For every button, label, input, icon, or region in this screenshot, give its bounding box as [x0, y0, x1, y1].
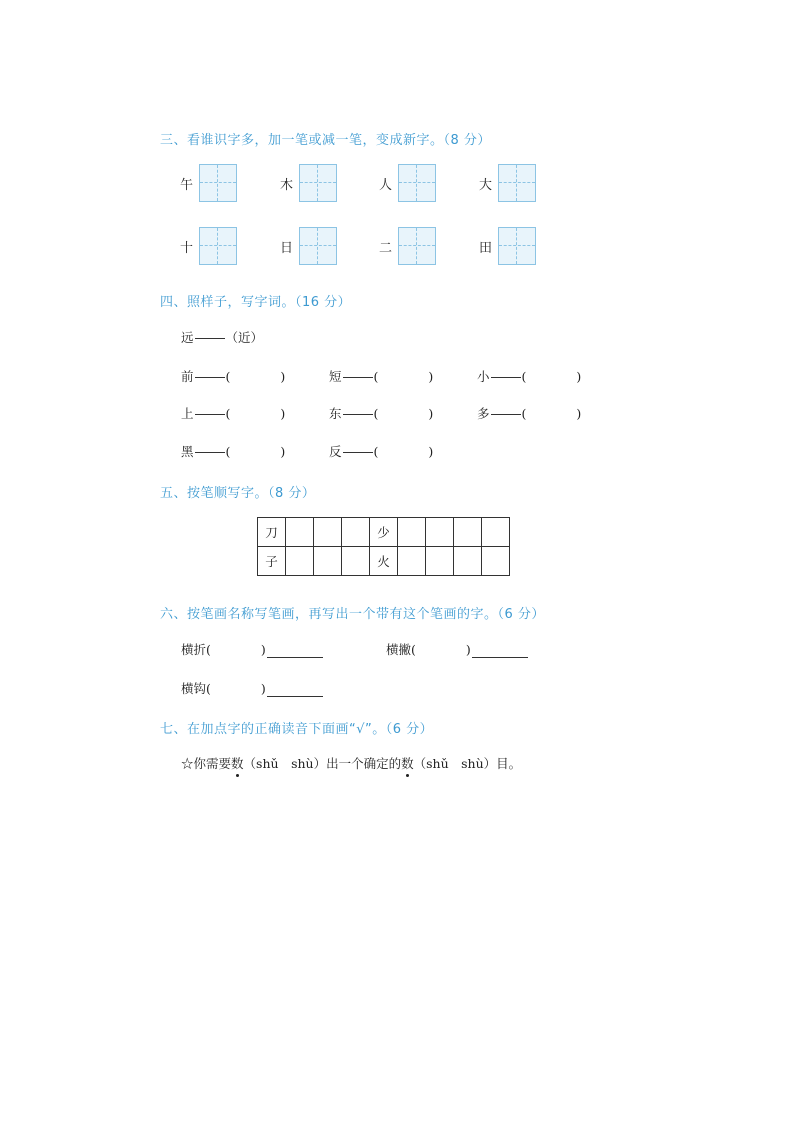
stroke-name-item: [386, 640, 528, 658]
stroke-char-cell: 刀: [258, 518, 286, 547]
stroke-blank-cell[interactable]: [342, 518, 370, 547]
dash: [343, 452, 373, 453]
stroke-name-item: [181, 679, 323, 697]
example-pair: [181, 328, 263, 346]
pair-word: 东: [329, 406, 342, 421]
paren-open: (: [225, 406, 231, 421]
dash: [491, 414, 521, 415]
stroke-blank-cell[interactable]: [398, 518, 426, 547]
stroke-blank-cell[interactable]: [426, 547, 454, 576]
word-pair: [181, 442, 285, 460]
paren-open: (: [225, 369, 231, 384]
tian-grid-box[interactable]: [199, 227, 237, 265]
stroke-blank-cell[interactable]: [314, 518, 342, 547]
stroke-blank-cell[interactable]: [482, 547, 510, 576]
example-answer: 近: [238, 330, 251, 345]
base-char: 木: [280, 178, 294, 193]
word-pair: [477, 404, 581, 422]
paren-open: (: [521, 406, 527, 421]
word-pair: [181, 404, 285, 422]
section-3-title: 三、看谁识字多，加一笔或减一笔，变成新字。（8 分）: [160, 133, 491, 148]
paren-open: (: [225, 444, 231, 459]
pair-word: 短: [329, 369, 342, 384]
pinyin-options[interactable]: （shǔ shù）: [243, 756, 327, 771]
pair-word: 小: [477, 369, 490, 384]
tian-grid-box[interactable]: [398, 164, 436, 202]
paren-close: ): [280, 444, 286, 459]
dash: [343, 377, 373, 378]
paren-close: ）: [250, 330, 264, 345]
dotted-char: 数: [231, 756, 244, 771]
pair-word: 反: [329, 444, 342, 459]
char-answer-line[interactable]: [267, 684, 323, 697]
tian-grid-box[interactable]: [498, 227, 536, 265]
word-pair: [181, 367, 285, 385]
stroke-blank-cell[interactable]: [342, 547, 370, 576]
sentence-part: 目。: [496, 756, 522, 771]
word-pair: [329, 404, 433, 422]
stroke-name: 横撇: [386, 642, 412, 657]
section-6-title: 六、按笔画名称写笔画，再写出一个带有这个笔画的字。（6 分）: [160, 607, 545, 622]
paren-open: (: [206, 642, 211, 657]
stroke-blank-cell[interactable]: [482, 518, 510, 547]
dash: [195, 414, 225, 415]
paren-open: (: [206, 681, 211, 696]
word-pair: [329, 367, 433, 385]
paren-close: ): [428, 406, 434, 421]
word-pair: [477, 367, 581, 385]
stroke-char-cell: 子: [258, 547, 286, 576]
table-row: [258, 547, 510, 576]
pair-word: 前: [181, 369, 194, 384]
dash: [491, 377, 521, 378]
base-char: 二: [379, 241, 393, 256]
tian-grid-box[interactable]: [299, 227, 337, 265]
dotted-char: 数: [401, 756, 414, 771]
section-5-title: 五、按笔顺写字。（8 分）: [160, 486, 316, 501]
pair-word: 多: [477, 406, 490, 421]
paren-close: ): [428, 369, 434, 384]
char-answer-line[interactable]: [472, 645, 528, 658]
stroke-blank-cell[interactable]: [286, 518, 314, 547]
paren-close: ): [280, 369, 286, 384]
paren-close: ): [260, 681, 266, 696]
dash: [195, 377, 225, 378]
pair-word: 上: [181, 406, 194, 421]
paren-open: (: [373, 369, 379, 384]
stroke-order-table: [257, 517, 510, 576]
paren-open: (: [521, 369, 527, 384]
sentence-part: 出一个确定的: [326, 756, 402, 771]
pinyin-options[interactable]: （shǔ shù）: [413, 756, 497, 771]
stroke-name-item: [181, 640, 323, 658]
base-char: 大: [479, 178, 493, 193]
base-char: 人: [379, 178, 393, 193]
pronunciation-sentence: [181, 754, 521, 772]
char-answer-line[interactable]: [267, 645, 323, 658]
example-word: 远: [181, 330, 194, 345]
tian-grid-box[interactable]: [299, 164, 337, 202]
paren-open: (: [373, 406, 379, 421]
paren-close: ): [576, 406, 582, 421]
word-pair: [329, 442, 433, 460]
pair-word: 黑: [181, 444, 194, 459]
base-char: 午: [180, 178, 194, 193]
stroke-blank-cell[interactable]: [398, 547, 426, 576]
dash: [195, 452, 225, 453]
stroke-char-cell: 少: [370, 518, 398, 547]
dash: [195, 338, 225, 339]
section-7-title: 七、在加点字的正确读音下面画“√”。（6 分）: [160, 722, 434, 737]
base-char: 十: [180, 241, 194, 256]
stroke-blank-cell[interactable]: [286, 547, 314, 576]
stroke-blank-cell[interactable]: [454, 547, 482, 576]
stroke-char-cell: 火: [370, 547, 398, 576]
stroke-blank-cell[interactable]: [426, 518, 454, 547]
tian-grid-box[interactable]: [398, 227, 436, 265]
sentence-part: 你需要: [193, 756, 232, 771]
stroke-name: 横钩: [181, 681, 207, 696]
base-char: 田: [479, 241, 493, 256]
paren-open: (: [411, 642, 416, 657]
paren-close: ): [576, 369, 582, 384]
table-row: [258, 518, 510, 547]
stroke-blank-cell[interactable]: [454, 518, 482, 547]
paren-open: （: [225, 330, 239, 345]
star-icon: ☆: [181, 756, 194, 771]
stroke-blank-cell[interactable]: [314, 547, 342, 576]
paren-close: ): [280, 406, 286, 421]
tian-grid-box[interactable]: [199, 164, 237, 202]
base-char: 日: [280, 241, 294, 256]
stroke-name: 横折: [181, 642, 207, 657]
paren-open: (: [373, 444, 379, 459]
paren-close: ): [428, 444, 434, 459]
paren-close: ): [260, 642, 266, 657]
tian-grid-box[interactable]: [498, 164, 536, 202]
paren-close: ): [465, 642, 471, 657]
section-4-title: 四、照样子，写字词。（16 分）: [160, 295, 352, 310]
dash: [343, 414, 373, 415]
